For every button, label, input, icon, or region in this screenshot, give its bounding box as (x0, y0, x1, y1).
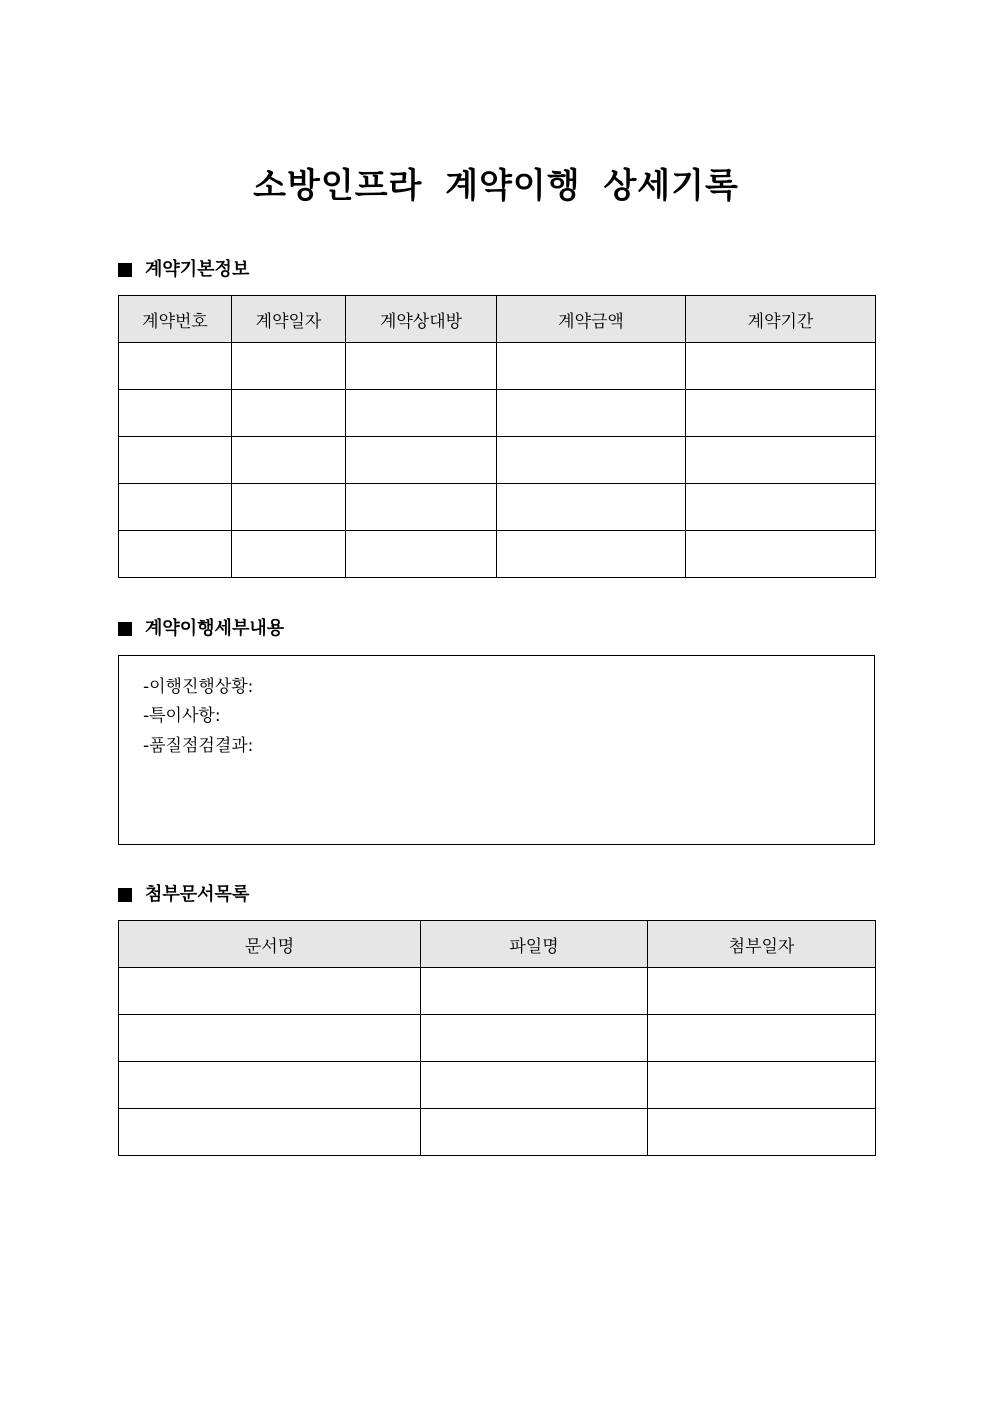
table-row (119, 1062, 876, 1109)
section-heading-contract-basic (118, 257, 249, 283)
column-header-contract-number: 계약번호 (119, 296, 232, 343)
table-cell[interactable] (686, 390, 876, 437)
table-cell[interactable] (232, 390, 346, 437)
table-cell[interactable] (497, 343, 686, 390)
column-header-counterparty: 계약상대방 (346, 296, 497, 343)
table-cell[interactable] (497, 531, 686, 578)
table-cell[interactable] (686, 531, 876, 578)
table-cell[interactable] (497, 390, 686, 437)
table-row (119, 484, 876, 531)
table-cell[interactable] (119, 390, 232, 437)
column-header-attach-date: 첨부일자 (648, 921, 876, 968)
attachments-table (118, 920, 876, 1156)
table-header-row (119, 921, 876, 968)
column-header-contract-amount: 계약금액 (497, 296, 686, 343)
square-bullet-icon (118, 263, 132, 277)
special-notes-line: -특이사항: (143, 706, 221, 726)
performance-details-box[interactable] (118, 655, 875, 845)
table-cell[interactable] (497, 484, 686, 531)
table-cell[interactable] (119, 484, 232, 531)
table-cell[interactable] (497, 437, 686, 484)
section-title: 계약기본정보 (145, 259, 250, 280)
table-header-row (119, 296, 876, 343)
table-cell[interactable] (119, 531, 232, 578)
table-cell[interactable] (421, 1109, 648, 1156)
column-header-contract-period: 계약기간 (686, 296, 876, 343)
table-cell[interactable] (346, 531, 497, 578)
table-cell[interactable] (648, 1015, 876, 1062)
table-row (119, 390, 876, 437)
table-cell[interactable] (119, 968, 421, 1015)
contract-basic-table (118, 295, 876, 578)
quality-inspection-line: -품질점검결과: (143, 736, 254, 756)
section-heading-performance-details (118, 616, 284, 642)
table-cell[interactable] (648, 1062, 876, 1109)
table-cell[interactable] (421, 1062, 648, 1109)
table-cell[interactable] (346, 484, 497, 531)
section-heading-attachments (118, 882, 249, 908)
table-cell[interactable] (686, 343, 876, 390)
table-cell[interactable] (119, 1062, 421, 1109)
table-cell[interactable] (119, 1015, 421, 1062)
section-title: 계약이행세부내용 (145, 618, 285, 639)
table-cell[interactable] (346, 390, 497, 437)
column-header-document-name: 문서명 (119, 921, 421, 968)
table-cell[interactable] (648, 968, 876, 1015)
table-row (119, 1015, 876, 1062)
table-cell[interactable] (421, 1015, 648, 1062)
table-cell[interactable] (119, 343, 232, 390)
table-cell[interactable] (119, 1109, 421, 1156)
table-row (119, 1109, 876, 1156)
table-cell[interactable] (346, 343, 497, 390)
table-cell[interactable] (232, 484, 346, 531)
table-cell[interactable] (421, 968, 648, 1015)
table-row (119, 343, 876, 390)
table-cell[interactable] (686, 484, 876, 531)
document-title: 소방인프라 계약이행 상세기록 (253, 166, 739, 206)
square-bullet-icon (118, 622, 132, 636)
table-cell[interactable] (232, 437, 346, 484)
table-cell[interactable] (119, 437, 232, 484)
progress-status-line: -이행진행상황: (143, 677, 254, 697)
table-row (119, 968, 876, 1015)
column-header-file-name: 파일명 (421, 921, 648, 968)
table-cell[interactable] (686, 437, 876, 484)
table-row (119, 531, 876, 578)
table-cell[interactable] (346, 437, 497, 484)
table-cell[interactable] (232, 343, 346, 390)
table-row (119, 437, 876, 484)
table-cell[interactable] (648, 1109, 876, 1156)
section-title: 첨부문서목록 (145, 884, 250, 905)
table-cell[interactable] (232, 531, 346, 578)
column-header-contract-date: 계약일자 (232, 296, 346, 343)
square-bullet-icon (118, 888, 132, 902)
